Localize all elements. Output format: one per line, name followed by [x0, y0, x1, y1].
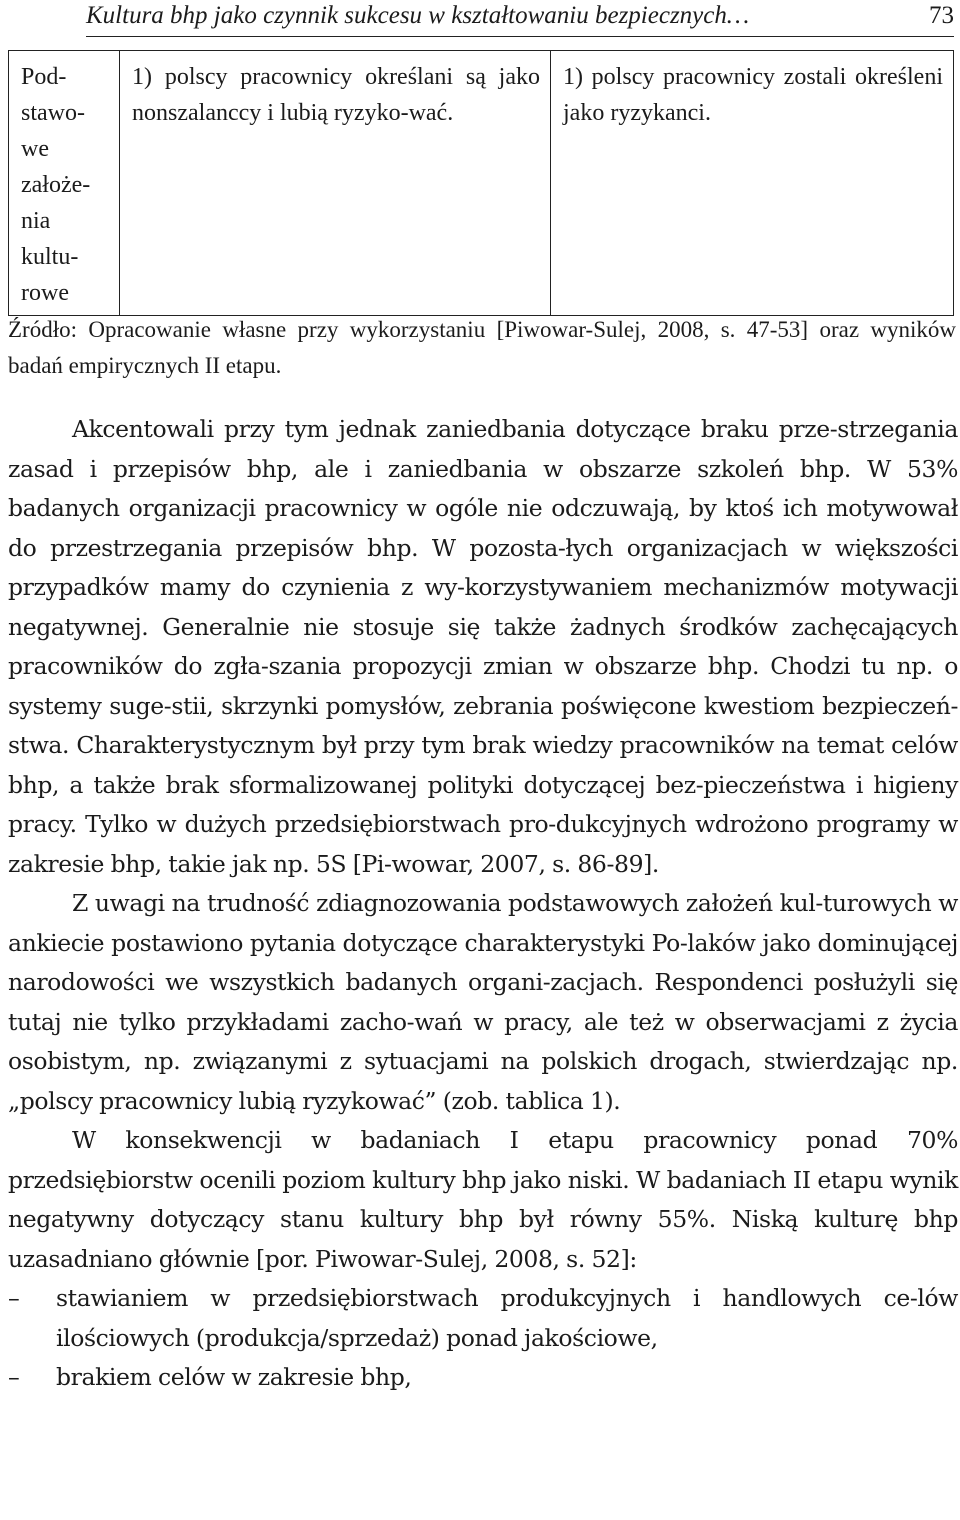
list-item-text: brakiem celów w zakresie bhp,	[56, 1363, 412, 1391]
page-number: 73	[929, 2, 954, 29]
bullet-list	[8, 1279, 958, 1398]
table-cell-stage-one: 1) polscy pracownicy określani są jako nonszalanccy i lubią ryzyko-wać.	[120, 51, 551, 316]
paragraph: Akcentowali przy tym jednak zaniedbania dotyczące braku prze-strzegania zasad i przepisów bhp, ale i zaniedbania w obszarze szkoleń bhp. W 53% badanych organizacji pracownicy w ogóle nie odczuwają, by ktoś ich motywował do przestrzegania przepisów bhp. W pozosta-łych organizacjach w większości przypadków mamy do czynienia z wy-korzystywaniem mechanizmów motywacji negatywnej. Generalnie nie stosuje się także żadnych środków zachęcających pracowników do zgła-szania propozycji zmian w obszarze bhp. Chodzi tu np. o systemy suge-stii, skrzynki pomysłów, zebrania poświęcone kwestiom bezpieczeń-stwa. Charakterystycznym był przy tym brak wiedzy pracowników na temat celów bhp, a także brak sformalizowanej polityki dotyczącej bez-pieczeństwa i higieny pracy. Tylko w dużych przedsiębiorstwach pro-dukcyjnych wdrożono programy w zakresie bhp, takie jak np. 5S [Pi-wowar, 2007, s. 86-89].	[8, 415, 958, 878]
row-label-line: stawo-	[21, 100, 85, 126]
list-item-text: stawianiem w przedsiębiorstwach produkcyjnych i handlowych ce-lów ilościowych (produkcja/sprzedaż) ponad jakościowe,	[56, 1284, 958, 1352]
header-rule	[86, 36, 954, 37]
row-label-line: kultu-	[21, 244, 79, 270]
dash-marker: –	[8, 1363, 20, 1391]
running-title: Kultura bhp jako czynnik sukcesu w kształtowaniu bezpiecznych…	[86, 2, 750, 29]
row-label-line: we	[21, 136, 49, 162]
paragraph: Z uwagi na trudność zdiagnozowania podstawowych założeń kul-turowych w ankiecie postawiono pytania dotyczące charakterystyki Po-laków jako dominującej narodowości we wszystkich badanych organi-zacjach. Respondenci posłużyli się tutaj nie tylko przykładami zacho-wań w pracy, ale też w obserwacjami z życia osobistym, np. związanymi z sytuacjami na polskich drogach, stwierdzając np. „polscy pracownicy lubią ryzykować” (zob. tablica 1).	[8, 889, 958, 1115]
row-label-line: rowe	[21, 280, 69, 306]
row-label-cell	[9, 51, 120, 316]
dash-marker: –	[8, 1284, 20, 1312]
list-item	[8, 1358, 958, 1398]
table-source-note: Źródło: Opracowanie własne przy wykorzystaniu [Piwowar-Sulej, 2008, s. 47-53] oraz wyników badań empirycznych II etapu.	[8, 317, 956, 378]
body-text	[8, 410, 958, 1398]
running-header	[86, 0, 954, 34]
table-row	[9, 51, 954, 316]
row-label-line: nia	[21, 208, 51, 234]
paragraph: W konsekwencji w badaniach I etapu pracownicy ponad 70% przedsiębiorstw ocenili poziom kultury bhp jako niski. W badaniach II etapu wynik negatywny dotyczący stanu kultury bhp był równy 55%. Niską kulturę bhp uzasadniano głównie [por. Piwowar-Sulej, 2008, s. 52]:	[8, 1126, 958, 1273]
table-cell-stage-two: 1) polscy pracownicy zostali określeni jako ryzykanci.	[551, 51, 954, 316]
row-label-line: Pod-	[21, 64, 67, 90]
row-label-line: założe-	[21, 172, 91, 198]
culture-table	[8, 50, 954, 316]
list-item	[8, 1279, 958, 1358]
